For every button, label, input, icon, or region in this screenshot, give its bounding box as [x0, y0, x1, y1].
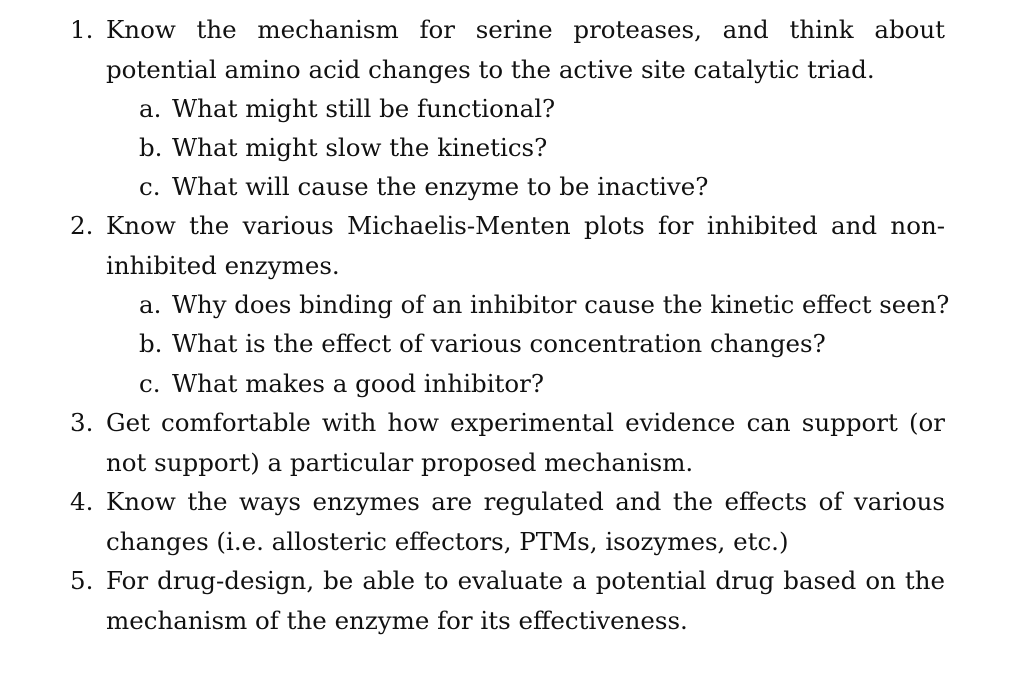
item-text-line-1: Know the ways enzymes are regulated and the effects of various: [106, 487, 945, 516]
item-text-line-2: inhibited enzymes.: [106, 251, 340, 280]
sub-item-marker: b.: [139, 133, 163, 162]
item-text-line-2: not support) a particular proposed mechanism.: [106, 448, 694, 477]
sub-item-text: What might still be functional?: [172, 94, 556, 123]
item-number: 2.: [70, 211, 94, 240]
item-number: 1.: [70, 15, 94, 44]
item-text-line-2: mechanism of the enzyme for its effectiveness.: [106, 606, 688, 635]
item-text-line-1: For drug-design, be able to evaluate a potential drug based on the: [106, 566, 945, 595]
item-number: 4.: [70, 487, 94, 516]
sub-item-text: What is the effect of various concentration changes?: [172, 329, 826, 358]
item-text-line-2: changes (i.e. allosteric effectors, PTMs, isozymes, etc.): [106, 527, 789, 556]
sub-item-marker: c.: [139, 172, 161, 201]
item-number: 5.: [70, 566, 94, 595]
sub-item-marker: a.: [139, 94, 162, 123]
sub-item-marker: a.: [139, 290, 162, 319]
item-number: 3.: [70, 408, 94, 437]
item-text-line-1: Get comfortable with how experimental evidence can support (or: [106, 408, 945, 437]
sub-item-marker: c.: [139, 369, 161, 398]
item-text-line-1: Know the mechanism for serine proteases, and think about: [106, 15, 945, 44]
sub-item-text: What might slow the kinetics?: [172, 133, 548, 162]
sub-item-text: Why does binding of an inhibitor cause the kinetic effect seen?: [172, 290, 950, 319]
sub-item-marker: b.: [139, 329, 163, 358]
item-text-line-1: Know the various Michaelis-Menten plots for inhibited and non-: [106, 211, 945, 240]
sub-item-text: What makes a good inhibitor?: [172, 369, 544, 398]
item-text-line-2: potential amino acid changes to the active site catalytic triad.: [106, 55, 875, 84]
sub-item-text: What will cause the enzyme to be inactive?: [172, 172, 709, 201]
